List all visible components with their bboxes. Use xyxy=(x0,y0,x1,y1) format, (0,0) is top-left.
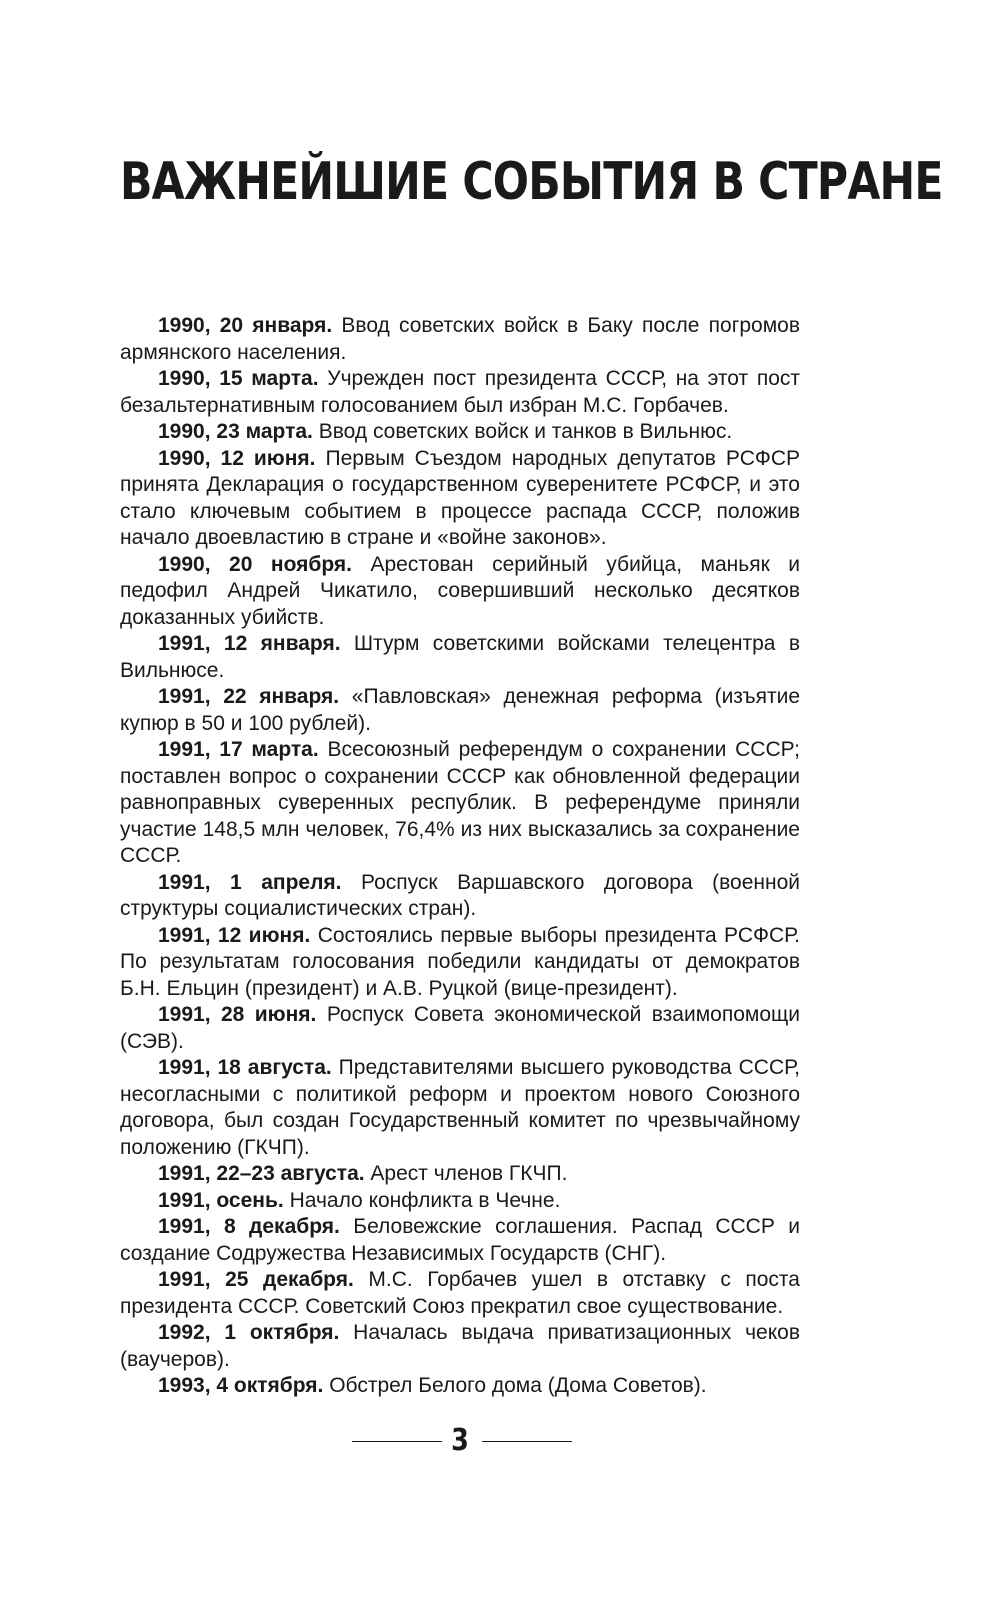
event-item xyxy=(120,419,800,446)
events-list xyxy=(120,313,800,1400)
event-text: Роспуск Варшавского договора (военной структуры социалистических стран). xyxy=(120,870,800,920)
event-text: Арест членов ГКЧП. xyxy=(364,1162,568,1185)
event-text: Ввод советских войск и танков в Вильнюс. xyxy=(312,420,733,443)
event-date: 1990, 15 марта. xyxy=(158,367,319,390)
footer-rule-right xyxy=(482,1441,572,1442)
event-date: 1990, 12 июня. xyxy=(158,446,316,470)
event-item xyxy=(120,737,800,870)
event-item xyxy=(120,446,800,552)
event-text: Всесоюзный референдум о сохранении СССР; поставлен вопрос о сохранении СССР как обновленной федерации равноправных суверенных республик. В референдуме приняли участие 148,5 млн человек, 76,4% из них высказались за сохранение СССР. xyxy=(120,738,800,867)
event-item xyxy=(120,1214,800,1267)
event-date: 1991, 28 июня. xyxy=(158,1003,317,1026)
event-item xyxy=(120,1320,800,1373)
event-item xyxy=(120,313,800,366)
event-item xyxy=(120,1188,800,1215)
event-text: Представителями высшего руководства СССР, несогласными с политикой реформ и проектом нового Союзного договора, был создан Государственный комитет по чрезвычайному положению (ГКЧП). xyxy=(120,1056,800,1159)
event-text: Начало конфликта в Чечне. xyxy=(283,1188,561,1212)
event-text: М.С. Горбачев ушел в отставку с поста президента СССР. Советский Союз прекратил свое существование. xyxy=(120,1268,800,1318)
event-item xyxy=(120,870,800,923)
event-date: 1991, 18 августа. xyxy=(158,1056,332,1079)
event-item xyxy=(120,366,800,419)
event-date: 1991, 22 января. xyxy=(158,685,340,708)
event-text: Началась выдача приватизационных чеков (ваучеров). xyxy=(120,1321,800,1371)
event-date: 1990, 20 января. xyxy=(158,314,333,337)
event-text: Арестован серийный убийца, маньяк и педофил Андрей Чикатило, совершивший несколько десятков доказанных убийств. xyxy=(120,552,800,629)
event-item xyxy=(120,1267,800,1320)
event-date: 1991, 25 декабря. xyxy=(158,1268,354,1291)
event-date: 1991, осень. xyxy=(158,1188,284,1212)
event-date: 1991, 22–23 августа. xyxy=(158,1162,365,1185)
event-text: Состоялись первые выборы президента РСФСР. По результатам голосования победили кандидаты от демократов Б.Н. Ельцин (президент) и А.В. Руцкой (вице-президент). xyxy=(120,923,800,1000)
event-item xyxy=(120,923,800,1003)
event-text: Беловежские соглашения. Распад СССР и создание Содружества Независимых Государств (СНГ). xyxy=(120,1215,801,1265)
event-item xyxy=(120,1161,800,1188)
event-date: 1990, 20 ноября. xyxy=(158,552,352,576)
event-item xyxy=(120,1002,800,1055)
event-date: 1991, 1 апреля. xyxy=(158,870,342,894)
event-item xyxy=(120,1373,800,1400)
event-text: Ввод советских войск в Баку после погромов армянского населения. xyxy=(120,314,800,364)
event-item xyxy=(120,631,800,684)
event-text: Роспуск Совета экономической взаимопомощи (СЭВ). xyxy=(120,1003,801,1053)
event-item xyxy=(120,684,800,737)
event-text: «Павловская» денежная реформа (изъятие купюр в 50 и 100 рублей). xyxy=(120,685,800,735)
page-footer xyxy=(0,1421,1000,1461)
footer-rule-left xyxy=(352,1441,442,1442)
event-date: 1991, 12 июня. xyxy=(158,923,311,947)
page-title: ВАЖНЕЙШИЕ СОБЫТИЯ В СТРАНЕ xyxy=(120,152,943,212)
page-number: 3 xyxy=(451,1423,469,1458)
event-date: 1993, 4 октября. xyxy=(158,1374,324,1397)
event-item xyxy=(120,1055,800,1161)
event-date: 1991, 8 декабря. xyxy=(158,1215,340,1238)
event-date: 1990, 23 марта. xyxy=(158,420,313,443)
event-text: Учрежден пост президента СССР, на этот пост безальтернативным голосованием был избран М.С. Горбачев. xyxy=(120,367,800,417)
event-item xyxy=(120,552,800,632)
event-date: 1991, 12 января. xyxy=(158,632,341,655)
event-text: Штурм советскими войсками телецентра в Вильнюсе. xyxy=(120,632,801,682)
event-text: Обстрел Белого дома (Дома Советов). xyxy=(323,1374,707,1397)
event-date: 1992, 1 октября. xyxy=(158,1321,340,1344)
event-date: 1991, 17 марта. xyxy=(158,738,319,761)
event-text: Первым Съездом народных депутатов РСФСР принята Декларация о государственном суверенитете РСФСР, и это стало ключевым событием в процессе распада СССР, положив начало двоевластию в стране и «войне законов». xyxy=(120,446,801,549)
